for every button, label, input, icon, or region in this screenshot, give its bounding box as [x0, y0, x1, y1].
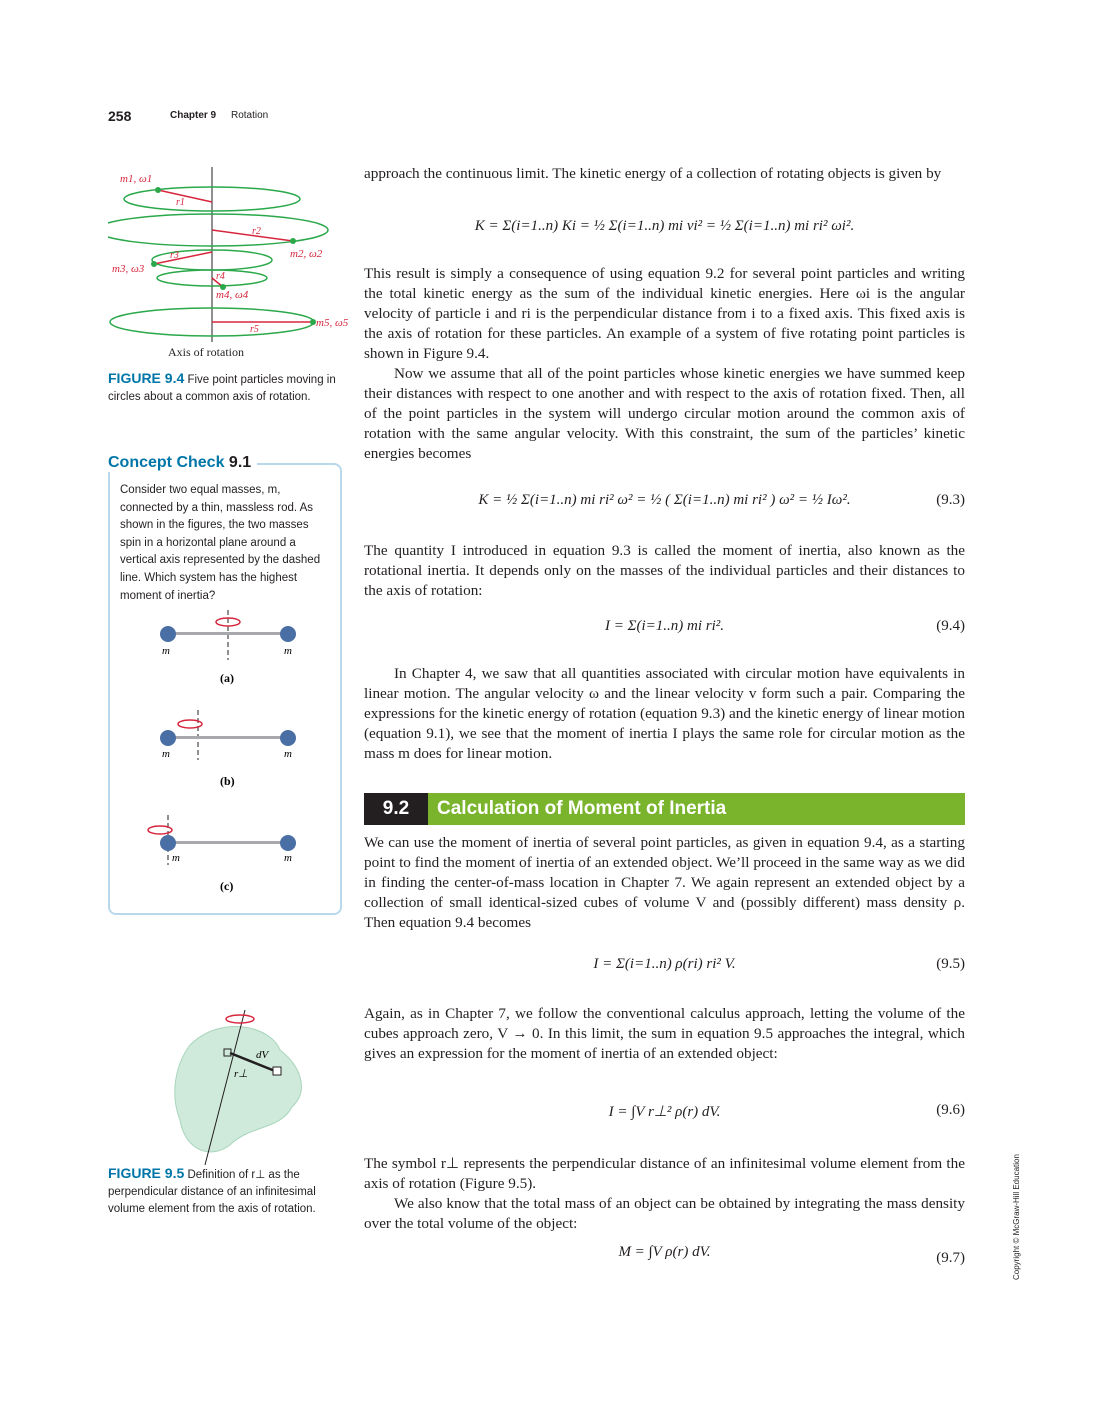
caption-label: FIGURE 9.4 [108, 370, 185, 386]
paragraph: We can use the moment of inertia of several point particles, as given in equation 9.4, as a starting point to find the moment of inertia of an extended object. We’ll proceed in the same way as we did in finding the center-of-mass location in Chapter 7. We again represent an extended object by a collection of small identical-sized cubes of volume V and (possibly different) mass density ρ. Then equation 9.4 becomes [364, 834, 965, 931]
label-m1: m1, ω1 [120, 173, 153, 185]
concept-check-text: Consider two equal masses, m, connected by a thin, massless rod. As shown in the figures, the two masses spin in a horizontal plane around a vertical axis represented by the dashed line. Which system has the highest moment of inertia? [120, 484, 321, 602]
equation-text: M = ∫V ρ(r) dV. [618, 1244, 711, 1260]
label-m5: m5, ω5 [316, 317, 349, 329]
particle-2 [290, 238, 296, 244]
paragraph: The quantity I introduced in equation 9.3 is called the moment of inertia, also known as the rotational inertia. It depends only on the masses of the individual particles and their distances to the axis of rotation: [364, 542, 965, 599]
option-a-diagram [160, 610, 296, 685]
equation-text: I = ∫V r⊥² ρ(r) dV. [608, 1104, 721, 1120]
mass-c-right [280, 835, 296, 851]
rotation-arrow-c [148, 826, 172, 834]
equation-number: (9.7) [936, 1250, 965, 1266]
figure-9-4-diagram [108, 162, 358, 362]
mass-a-left [160, 626, 176, 642]
equation-text: K = Σ(i=1..n) Ki = ½ Σ(i=1..n) mi vi² = ½ Σ(i=1..n) mi ri² ωi². [474, 218, 855, 234]
copyright-notice: Copyright © McGraw-Hill Education [1012, 1154, 1021, 1280]
equation-9-7 [364, 1240, 965, 1280]
concept-check-heading: Concept Check [108, 454, 225, 471]
extended-object [175, 1026, 302, 1151]
mass-label: m [162, 645, 170, 657]
mass-label: m [172, 852, 180, 864]
rod-a [168, 632, 288, 635]
figure-9-4-caption [108, 370, 343, 406]
volume-element [273, 1067, 281, 1075]
label-r5: r5 [250, 324, 259, 335]
rod-b [168, 736, 288, 739]
option-b-diagram [160, 710, 296, 788]
option-c-diagram [148, 815, 296, 893]
page-number: 258 [108, 108, 132, 124]
concept-check-number: 9.1 [228, 454, 252, 471]
mass-b-left [160, 730, 176, 746]
caption-label: FIGURE 9.5 [108, 1165, 185, 1181]
figure-9-5-caption [108, 1165, 343, 1218]
equation-9-3 [364, 482, 965, 522]
concept-check-diagrams [140, 610, 320, 900]
equation-9-6 [364, 1092, 965, 1132]
mass-c-left [160, 835, 176, 851]
mass-label: m [162, 748, 170, 760]
equation-9-4 [364, 608, 965, 648]
label-m3: m3, ω3 [112, 263, 145, 275]
label-m2: m2, ω2 [290, 248, 323, 260]
mass-label: m [284, 852, 292, 864]
option-c-label: (c) [220, 879, 234, 893]
caption-text: Five point particles moving in circles about a common axis of rotation. [108, 374, 336, 403]
equation-text: K = ½ Σ(i=1..n) mi ri² ω² = ½ ( Σ(i=1..n) mi ri² ) ω² = ½ Iω². [478, 492, 851, 508]
rotation-arrow-b [178, 720, 202, 728]
equation-number: (9.6) [936, 1102, 965, 1118]
label-r2: r2 [252, 226, 261, 237]
rod-c [168, 841, 288, 844]
equation-number: (9.5) [936, 956, 965, 972]
equation-9-5 [364, 946, 965, 986]
label-m4: m4, ω4 [216, 289, 249, 301]
label-r4: r4 [216, 271, 225, 282]
paragraph: We also know that the total mass of an object can be obtained by integrating the mass density over the total volume of the object: [364, 1195, 965, 1232]
label-axis: Axis of rotation [168, 345, 244, 359]
equation-number: (9.4) [936, 618, 965, 634]
particle-3 [151, 261, 157, 267]
rotation-arrow [226, 1015, 254, 1023]
equation-text: I = Σ(i=1..n) ρ(ri) ri² V. [593, 956, 736, 972]
equation-text: I = Σ(i=1..n) mi ri². [604, 618, 725, 634]
chapter-title: Rotation [231, 110, 269, 121]
mass-b-right [280, 730, 296, 746]
paragraph: This result is simply a consequence of using equation 9.2 for several point particles and writing the total kinetic energy as the sum of the individual kinetic energies. Here ωi is the angular velocity of particle i and ri is the perpendicular distance from i to a fixed axis. This fixed axis is the axis of rotation for these particles. An example of a system of five rotating point particles is shown in Figure 9.4. [364, 265, 965, 362]
section-number: 9.2 [364, 793, 428, 825]
paragraph: In Chapter 4, we saw that all quantities associated with circular motion have equivalents in linear motion. The angular velocity ω and the linear velocity v form such a pair. Comparing the expressions for the kinetic energy of rotation (equation 9.3) and the kinetic energy of linear motion (equation 9.1), we see that the moment of inertia I plays the same role for circular motion as the mass m does for linear motion. [364, 665, 965, 762]
mass-label: m [284, 748, 292, 760]
paragraph: approach the continuous limit. The kinetic energy of a collection of rotating objects is given by [364, 165, 942, 182]
paragraph: The symbol r⊥ represents the perpendicular distance of an infinitesimal volume element from the axis of rotation (Figure 9.5). [364, 1155, 965, 1192]
label-r3: r3 [170, 250, 179, 261]
mass-a-right [280, 626, 296, 642]
paragraph: Again, as in Chapter 7, we follow the conventional calculus approach, letting the volume of the cubes approach zero, V → 0. In this limit, the sum in equation 9.5 approaches the integral, which gives an expression for the moment of inertia of an extended object: [364, 1005, 965, 1062]
paragraph: Now we assume that all of the point particles whose kinetic energies we have summed keep their distances with respect to one another and with respect to the axis of rotation fixed. Then, all of the point particles in the system will undergo circular motion around the common axis of rotation with the same angular velocity. With this constraint, the sum of the particles’ kinetic energies becomes [364, 365, 965, 462]
option-b-label: (b) [220, 774, 235, 788]
equation-kinetic-sum [364, 206, 965, 246]
particle-1 [155, 187, 161, 193]
chapter-label: Chapter 9 [170, 110, 217, 121]
label-dv: dV [256, 1049, 269, 1061]
section-title: Calculation of Moment of Inertia [437, 798, 727, 819]
equation-number: (9.3) [936, 492, 965, 508]
option-a-label: (a) [220, 671, 234, 685]
label-r1: r1 [176, 197, 185, 208]
figure-9-5-diagram [160, 1005, 320, 1165]
caption-text: Definition of r⊥ as the perpendicular distance of an infinitesimal volume element from the axis of rotation. [108, 1169, 316, 1215]
mass-label: m [284, 645, 292, 657]
radius-1 [158, 190, 212, 202]
label-r-perp: r⊥ [234, 1068, 248, 1080]
concept-check-title [108, 454, 257, 472]
